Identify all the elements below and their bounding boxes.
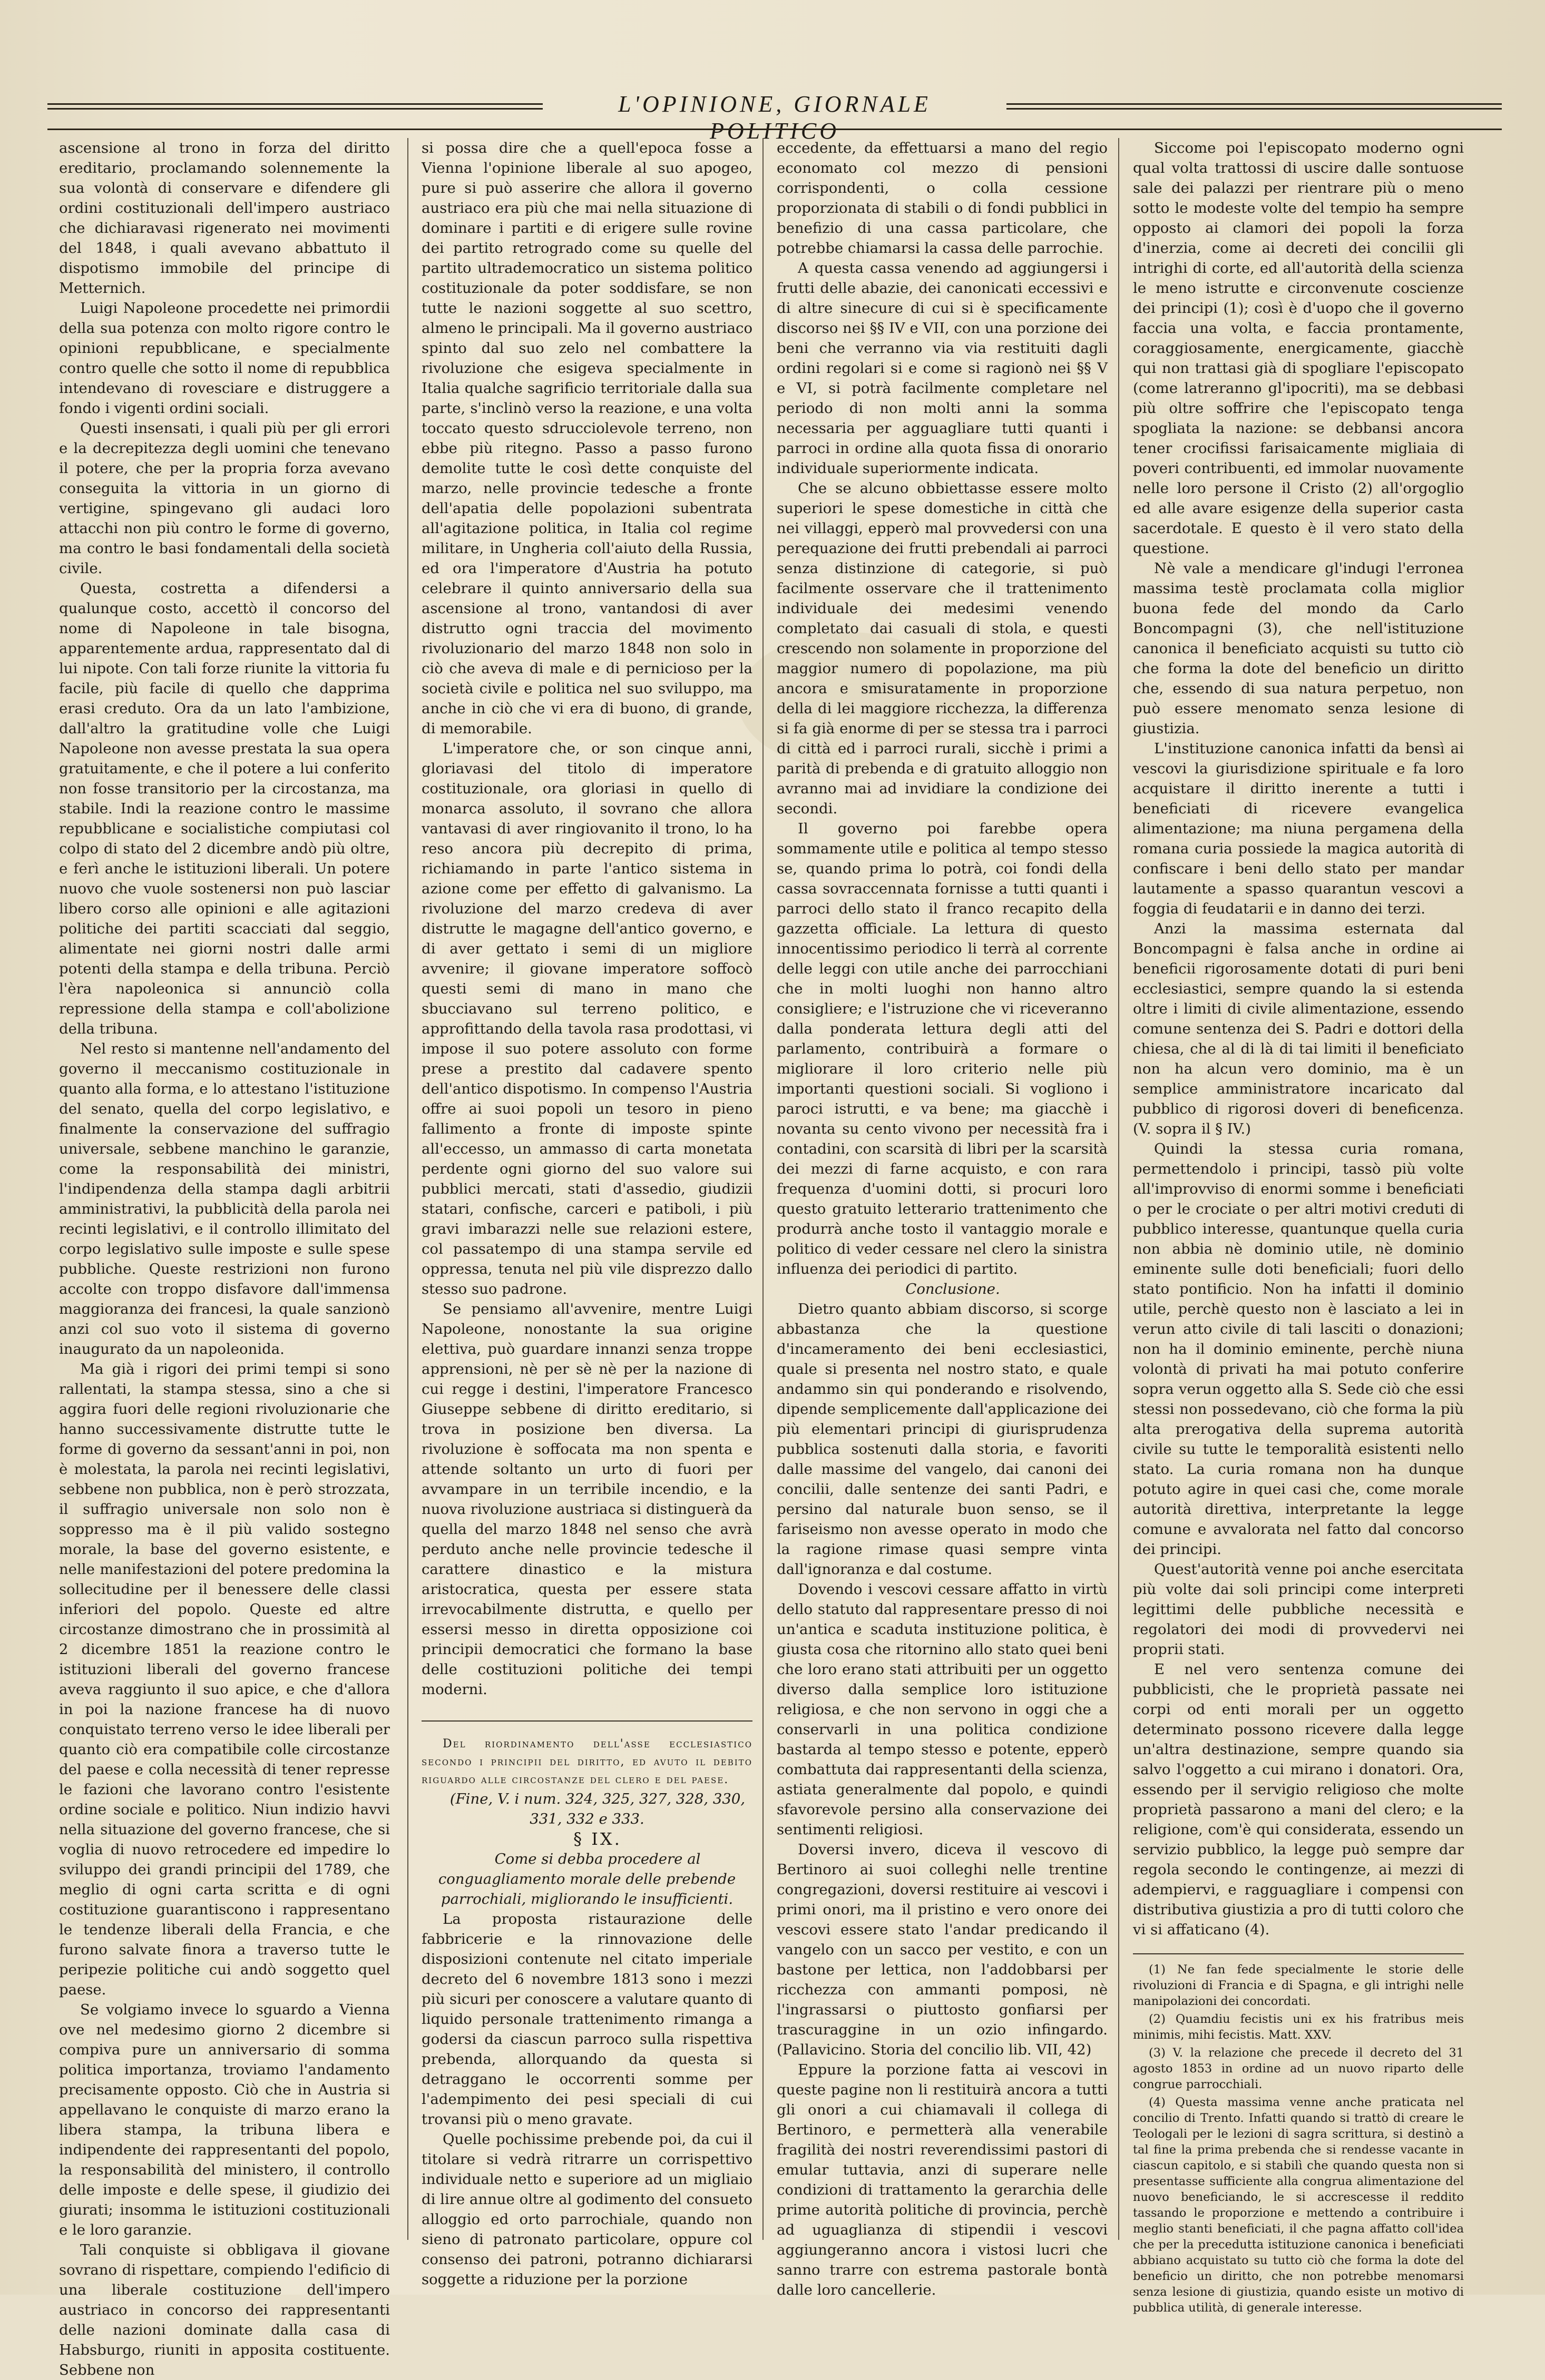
masthead (47, 84, 1502, 144)
column-4 (1133, 138, 1464, 2318)
paragraph: L'instituzione canonica infatti da bensì ai vescovi la giurisdizione spirituale e fa loro acquistare il diritto inerente a tutti i beneficiati di ricevere evangelica alimentazione; ma niuna pergamena della romana curia possiede la magica autorità di confiscare i beni dello stato per mandar lautamente a spasso quarantun vescovi a foggia di feudatarii e in danno dei terzi. (1133, 740, 1464, 917)
article-heading: Del riordinamento dell'asse ecclesiastico secondo i principii del diritto, ed avuto il debito riguardo alle circostanze del clero e del paese. (422, 1737, 752, 1786)
paragraph: E nel vero sentenza comune dei pubblicisti, che le proprietà passate nei corpi od enti morali per un oggetto determinato possono ricevere dalla legge un'altra destinazione, sempre quando sia salvo l'oggetto a cui mirano i donatori. Ora, essendo per il servigio religioso che molte proprietà passarono a mani del clero; e la religione, com'è qui considerata, essendo un servizio pubblico, la legge può sempre dar regola secondo le contingenze, ai mezzi di adempiervi, e ragguagliare i compensi con distributiva giustizia a pro di tutti coloro che vi si affaticano (4). (1133, 1661, 1464, 1938)
column-separator (407, 138, 408, 2240)
column-3 (777, 138, 1108, 2300)
paragraph: Nel resto si mantenne nell'andamento del governo il meccanismo costituzionale in quanto alla forma, e lo attestano l'istituzione del senato, quella del corpo legislativo, e finalmente la conservazione del suffragio universale, sebbene manchino le garanzie, come la responsabilità dei ministri, l'indipendenza della stampa dagli arbitrii amministrativi, la pubblicità della parola nei recinti legislativi, e il controllo illimitato del corpo legislativo sulle imposte e sulle spese pubbliche. Queste restrizioni non furono accolte con troppo disfavore dall'immensa maggioranza dei francesi, la quale sanzionò anzi col suo voto il sistema di governo inaugurato da un napoleonida. (59, 1040, 390, 1358)
paragraph: Questi insensati, i quali più per gli errori e la decrepitezza degli uomini che tenevano il potere, che per la propria forza avevano conseguita la vittoria in un giorno di vertigine, spingevano gli audaci loro attacchi non più contro le forme di governo, ma contro le basi fondamentali della società civile. (59, 420, 390, 577)
column-2 (422, 138, 752, 2289)
paragraph: Siccome poi l'episcopato moderno ogni qual volta trattossi di uscire dalle sontuose sale dei palazzi per rientrare più o meno sotto le modeste volte del tempio ha sempre opposto ai clamori dei popoli la forza d'inerzia, come ai decreti dei concilii gli intrighi di corte, ed all'autorità della scienza le meno istrutte e circonvenute coscienze dei principi (1); così è d'uopo che il governo faccia una volta, e faccia prontamente, coraggiosamente, energicamente, giacchè qui non trattasi già di spogliare l'episcopato (come latreranno gl'ipocriti), ma se debbasi più oltre soffrire che l'episcopato tenga spogliata la nazione: se debbansi ancora tener crocifissi farisaicamente migliaia di poveri contribuenti, ed immolar nuovamente nelle loro persone il Cristo (2) all'orgoglio ed alle avare esigenze della superior casta sacerdotale. E questo è il vero stato della questione. (1133, 140, 1464, 557)
paragraph: Dovendo i vescovi cessare affatto in virtù dello statuto dal rappresentare presso di noi un'antica e scaduta instituzione politica, è giusta cosa che ritornino allo stato quei beni che loro erano stati attribuiti per un oggetto diverso dalla semplice loro istituzione religiosa, e che non servono in oggi che a conservarli in una politica condizione bastarda al tempo stesso e potente, epperò combattuta dai rappresentanti della scienza, astiata generalmente dal popolo, e quindi sfavorevole persino alla conservazione dei sentimenti religiosi. (777, 1581, 1108, 1838)
paragraph: L'imperatore che, or son cinque anni, gloriavasi del titolo di imperatore costituzionale, ora gloriasi in quello di monarca assoluto, il sovrano che allora vantavasi di aver ringiovanito il trono, lo ha reso ancora più decrepito di prima, richiamando in parte l'antico sistema in azione come per effetto di galvanismo. La rivoluzione del marzo credeva di aver distrutte le magagne dell'antico governo, e di aver gettato i semi di un migliore avvenire; il giovane imperatore soffocò questi semi di mano in mano che sbucciavano sul terreno politico, e approfittando della tavola rasa prodottasi, vi impose il suo potere assoluto con forme prese a prestito dal cadavere spento dell'antico dispotismo. In compenso l'Austria offre ai suoi popoli un tesoro in pieno fallimento a fronte di imposte spinte all'eccesso, un ammasso di carta monetata perdente ogni giorno del suo valore sui pubblici mercati, stati d'assedio, giudizii statari, confische, carceri e patiboli, i più gravi imbarazzi nelle sue relazioni estere, col passatempo di una stampa servile ed oppressa, tenuta nel più vile disprezzo dallo stesso suo padrone. (422, 740, 752, 1297)
paragraph: ascensione al trono in forza del diritto ereditario, proclamando solennemente la sua volontà di conservare e difendere gli ordini costituzionali dell'impero austriaco che dichiaravasi rigenerato nei movimenti del 1848, i quali avevano abbattuto il dispotismo immobile del principe di Metternich. (59, 140, 390, 297)
newspaper-title: L'OPINIONE, GIORNALE POLITICO (618, 91, 931, 144)
paragraph: Che se alcuno obbiettasse essere molto superiori le spese domestiche in città che nei villaggi, epperò mal provvedersi con una perequazione dei frutti prebendali ai parroci senza distinzione di categorie, si può facilmente osservare che il trattenimento individuale dei medesimi venendo completato dai casuali di stola, e questi crescendo non solamente in proporzione del maggior numero di popolazione, ma più ancora e smisuratamente in proporzione della di lei maggiore ricchezza, la differenza si fa già enorme di per se stessa tra i parroci di città ed i parroci rurali, sicchè i primi a parità di prebenda e di gratuito alloggio non avranno mai ad invidiare la condizione dei secondi. (777, 480, 1108, 817)
paragraph: eccedente, da effettuarsi a mano del regio economato col mezzo di pensioni corrispondenti, o colla cessione proporzionata di stabili o di fondi pubblici in benefizio di una cassa particolare, che potrebbe chiamarsi la cassa delle parrochie. (777, 140, 1108, 257)
paragraph: si possa dire che a quell'epoca fosse a Vienna l'opinione liberale al suo apogeo, pure si può asserire che allora il governo austriaco era più che mai nella situazione di dominare i partiti e di erigere sulle rovine dei partito retrogrado come su quelle del partito ultrademocratico un sistema politico costituzionale da poter soddisfare, se non tutte le nazioni soggette al suo scettro, almeno le principali. Ma il governo austriaco spinto dal suo zelo nel combattere la rivoluzione che esigeva specialmente in Italia qualche sagrificio territoriale dalla sua parte, s'inclinò verso la reazione, e una volta toccato questo sdrucciolevole terreno, non ebbe più ritegno. Passo a passo furono demolite tutte le così dette conquiste del marzo, nelle provincie tedesche a fronte dell'apatia delle popolazioni subentrata all'agitazione politica, in Italia col regime militare, in Ungheria coll'aiuto della Russia, ed ora l'imperatore d'Austria ha potuto celebrare il quinto anniversario della sua ascensione al trono, vantandosi di aver distrutto ogni traccia del movimento rivoluzionario del marzo 1848 non solo in ciò che aveva di male e di pernicioso per la società civile e politica nel suo sviluppo, ma anche in ciò che vi era di buono, di grande, di memorabile. (422, 140, 752, 737)
article-divider (422, 1720, 752, 1722)
article-continuation-note: (Fine, V. i num. 324, 325, 327, 328, 330, 331, 332 e 333. (449, 1791, 746, 1827)
paragraph: Il governo poi farebbe opera sommamente utile e politica al tempo stesso se, quando prima lo potrà, coi fondi della cassa sovraccennata fornisse a tutti quanti i parroci dello stato il franco recapito della gazzetta officiale. La lettura di questo innocentissimo periodico li terrà al corrente delle leggi con utile anche dei parrocchiani che in molti luoghi non hanno altro consigliere; e l'istruzione che vi riceveranno dalla ponderata lettura degli atti del parlamento, contribuirà a formare o migliorare il loro criterio nelle più importanti questioni sociali. Si vogliono i paroci istrutti, e va bene; ma giacchè i novanta su cento vivono per necessità fra i contadini, con scarsità di libri per la scarsità dei mezzi di farne acquisto, e con rara frequenza d'uomini dotti, si procuri loro questo gratuito letterario trattenimento che produrrà anche tosto il vantaggio morale e politico di veder cessare nel clero la sinistra influenza dei periodici di partito. (777, 820, 1108, 1277)
footnote: (1) Ne fan fede specialmente le storie delle rivoluzioni di Francia e di Spagna, e gli intrighi nelle manipolazioni dei concordati. (1133, 1963, 1464, 2008)
paragraph: Quindi la stessa curia romana, permettendolo i principi, tassò più volte all'improvviso di enormi somme i beneficiati o per le crociate o per altri motivi creduti di pubblico interesse, quantunque quella curia non abbia nè dominio utile, nè dominio eminente sulle doti beneficiali; fuori dello stato pontificio. Non ha infatti il dominio utile, perchè questo non è lasciato a lei in verun atto civile di tali lasciti o donazioni; non ha il dominio eminente, perchè niuna volontà di privati ha mai potuto conferire sopra verun oggetto alla S. Sede ciò che essi stessi non possedevano, ciò che forma la più alta prerogativa della suprema autorità civile su tutte le temporalità esistenti nello stato. La curia romana non ha dunque potuto agire in quei casi che, come morale autorità direttiva, interpretante la legge comune e avvalorata nel fatto dal concorso dei principi. (1133, 1140, 1464, 1558)
paragraph: Tali conquiste si obbligava il giovane sovrano di rispettare, compiendo l'edificio di una liberale costituzione dell'impero austriaco in concorso dei rappresentanti delle nazioni dominate dalla casa di Habsburgo, riuniti in apposita costituente. Sebbene non (59, 2241, 390, 2378)
column-separator (1118, 138, 1119, 2240)
section-number: § IX. (573, 1829, 622, 1849)
section-subtitle: Come si debba procedere al conguagliamento morale delle prebende parrochiali, migliorando le insufficienti. (438, 1851, 736, 1907)
paragraph: Eppure la porzione fatta ai vescovi in queste pagine non li restituirà ancora a tutti gli onori a cui chiamavali il collega di Bertinoro, e permetterà alla venerabile fragilità dei nostri reverendissimi pastori di emular tuttavia, anzi di superare nelle condizioni di trattamento la gerarchia delle prime autorità politiche di provincia, perchè ad uguaglianza di stipendii i vescovi aggiungeranno ancora i vistosi lucri che sanno trarre con estrema pastorale bontà dalle loro cancellerie. (777, 2061, 1108, 2298)
footnote: (3) V. la relazione che precede il decreto del 31 agosto 1853 in ordine ad un nuovo riparto delle congrue parrocchiali. (1133, 2046, 1464, 2091)
paragraph: Luigi Napoleone procedette nei primordii della sua potenza con molto rigore contro le opinioni repubblicane, e specialmente contro quelle che sotto il nome di repubblica intendevano di rovesciare e distruggere a fondo i vigenti ordini sociali. (59, 300, 390, 417)
column-separator (762, 138, 764, 2240)
footnotes (1133, 1953, 1464, 2316)
footnote: (2) Quamdiu fecistis uni ex his fratribus meis minimis, mihi fecistis. Matt. XXV. (1133, 2012, 1464, 2042)
paragraph: Se pensiamo all'avvenire, mentre Luigi Napoleone, nonostante la sua origine elettiva, può guardare innanzi senza troppe apprensioni, nè per sè nè per la nazione di cui regge i destini, l'imperatore Francesco Giuseppe sebbene di diritto ereditario, si trova in posizione ben diversa. La rivoluzione è soffocata ma non spenta e attende soltanto un urto di fuori per avvampare in un terribile incendio, e la nuova rivoluzione austriaca si distinguerà da quella del marzo 1848 nel senso che avrà perduto anche nelle provincie tedesche il carattere dinastico e la mistura aristocratica, questa per essere stata irrevocabilmente distrutta, e quello per essersi messo in diretta opposizione coi principii democratici che formano la base delle costituzioni politiche dei tempi moderni. (422, 1301, 752, 1698)
paragraph: Quest'autorità venne poi anche esercitata più volte dai soli principi come interpreti legittimi delle pubbliche necessità e regolatori dei modi di provvedervi nei proprii stati. (1133, 1561, 1464, 1658)
paragraph: Ma già i rigori dei primi tempi si sono rallentati, la stampa stessa, sino a che si aggira fuori delle regioni rivoluzionarie che hanno successivamente distrutte tutte le forme di governo da sessant'anni in poi, non è molestata, la parola nei recinti legislativi, sebbene non pubblica, non è però strozzata, il suffragio universale non solo non è soppresso ma è il più valido sostegno morale, la base del governo esistente, e nelle manifestazioni del potere predomina la sollecitudine per il benessere delle classi inferiori del popolo. Queste ed altre circostanze dimostrano che in prossimità al 2 dicembre 1851 la reazione contro le istituzioni liberali del governo francese aveva raggiunto il suo apice, e che d'allora in poi la nazione francese ha di nuovo conquistato terreno verso le idee liberali per quanto ciò era compatibile colle circostanze del paese e colla necessità di tener represse le fazioni che lavorano contro l'esistente ordine sociale e politico. Niun indizio havvi nella situazione del governo francese, che si voglia di nuovo retrocedere ed impedire lo sviluppo dei grandi principii del 1789, che meglio di ogni carta scritta e di ogni costituzione guarantiscono i rappresentano le tendenze liberali della Francia, e che furono salvate finora a traverso tutte le peripezie politiche cui andò soggetto quel paese. (59, 1361, 390, 1998)
footnote: (4) Questa massima venne anche praticata nel concilio di Trento. Infatti quando si trattò di creare le Teologali per le lezioni di sagra scrittura, si destinò a tal fine la prima prebenda che si rendesse vacante in ciascun capitolo, e si stabilì che quando questa non si presentasse sufficiente alla congrua alimentazione del nuovo beneficiando, le si accrescesse il reddito tassando le proporzione e mettendo a contribuire i meglio stanti beneficiati, il che pagna affatto coll'idea che per la precedutta istituzione canonica i beneficiati abbiano acquistato su tutto ciò che forma la dote del beneficio un diritto, che non potrebbe menomarsi senza lesione di giustizia, quando esiste un motivo di pubblica utilità, di generale interesse. (1133, 2096, 1464, 2315)
paragraph: Anzi la massima esternata dal Boncompagni è falsa anche in ordine ai beneficii rigorosamente dotati di puri beni ecclesiastici, sempre quando la si estenda oltre i limiti di civile alimentazione, essendo comune sentenza dei S. Padri e dottori della chiesa, che al di là di tai limiti il beneficiato non ha alcun vero dominio, ma è un semplice amministratore incaricato dal pubblico di rigorosi doveri di beneficenza. (V. sopra il § IV.) (1133, 920, 1464, 1137)
paragraph: La proposta ristaurazione delle fabbricerie e la rinnovazione delle disposizioni contenute nel citato imperiale decreto del 6 novembre 1813 sono i mezzi più sicuri per conoscere a valutare quanto di liquido personale trattenimento rimanga a godersi da ciascun parroco sulla rispettiva prebenda, allorquando da questa si detraggano le occorrenti somme per l'adempimento dei pesi speciali di cui trovansi più o meno gravate. (422, 1911, 752, 2128)
paragraph: Questa, costretta a difendersi a qualunque costo, accettò il concorso del nome di Napoleone in tale bisogna, apparentemente ardua, rappresentato dal di lui nipote. Con tali forze riunite la vittoria fu facile, più facile di quello che dapprima erasi creduto. Ora da un lato l'ambizione, dall'altro la gratitudine volle che Luigi Napoleone non avesse prestata la sua opera gratuitamente, e che il potere a lui conferito non fosse transitorio per la circostanza, ma stabile. Indi la reazione contro le massime repubblicane e socialistiche compiutasi col colpo di stato del 2 dicembre andò più oltre, e ferì anche le istituzioni liberali. Un potere nuovo che vuole sostenersi non può lasciar libero corso alle opinioni e alle agitazioni politiche dei partiti scacciati dal seggio, alimentate nei giorni nostri dalle armi potenti della stampa e della tribuna. Perciò l'èra napoleonica si annunciò colla repressione della stampa e coll'abolizione della tribuna. (59, 580, 390, 1037)
masthead-rule-right (1006, 103, 1502, 110)
masthead-rule-left (47, 103, 543, 110)
paragraph: Dietro quanto abbiam discorso, si scorge abbastanza che la questione d'incameramento dei beni ecclesiastici, quale si presenta nel nostro stato, e quale andammo sin qui ponderando e risolvendo, dipende semplicemente dall'applicazione dei più elementari principi di giurisprudenza pubblica sostenuti dalla storia, e favoriti dalle massime del vangelo, dai canoni dei concilii, dalle sentenze dei santi Padri, e persino dal naturale buon senso, se il fariseismo non avesse operato in modo che la ragione rimase quasi sempre vinta dall'ignoranza e dal costume. (777, 1301, 1108, 1578)
conclusion-title: Conclusione. (905, 1281, 1000, 1297)
paragraph: Doversi invero, diceva il vescovo di Bertinoro ai suoi colleghi nelle trentine congregazioni, doversi restituire ai vescovi i primi onori, ma il pristino e vero onore dei vescovi essere stato l'andar predicando il vangelo con un sacco per vestito, e con un bastone per lettica, non l'addobbarsi per ricchezza con ammanti pomposi, nè l'ingrassarsi o piuttosto gonfiarsi per trascuraggine in un ozio infingardo. (Pallavicino. Storia del concilio lib. VII, 42) (777, 1841, 1108, 2058)
header-rule (47, 129, 1502, 130)
column-1 (59, 138, 390, 2380)
paragraph: A questa cassa venendo ad aggiungersi i frutti delle abazie, dei canonicati eccessivi e di altre sinecure di cui si è specificamente discorso nei §§ IV e VII, con una porzione dei beni che verranno via via restituiti dagli ordini regolari si e come si ragionò nei §§ V e VI, si potrà facilmente completare nel periodo di non molti anni la somma necessaria per agguagliare tutti quanti i parroci in ordine alla quota fissa di onorario individuale superiormente indicata. (777, 260, 1108, 477)
paragraph: Quelle pochissime prebende poi, da cui il titolare si vedrà ritrarre un corrispettivo individuale netto e superiore ad un migliaio di lire annue oltre al godimento del consueto alloggio ed orto parrochiale, quando non sieno di patronato particolare, oppure col consenso dei patroni, potranno dichiararsi soggette a riduzione per la porzione (422, 2131, 752, 2288)
paragraph: Nè vale a mendicare gl'indugi l'erronea massima testè proclamata colla miglior buona fede del mondo da Carlo Boncompagni (3), che nell'istituzione canonica il beneficiato acquisti su tutto ciò che forma la dote del beneficio un diritto che, essendo di sua natura perpetuo, non può essere menomato senza lesione di giustizia. (1133, 560, 1464, 737)
paragraph: Se volgiamo invece lo sguardo a Vienna ove nel medesimo giorno 2 dicembre si compiva pure un anniversario di somma politica importanza, troviamo l'andamento precisamente opposto. Ciò che in Austria si appellavano le conquiste di marzo erano la libera stampa, la tribuna libera e indipendente dei rappresentanti del popolo, la responsabilità del ministero, il controllo delle imposte e delle spese, il giudizio dei giurati; insomma le istituzioni costituzionali e le loro garanzie. (59, 2001, 390, 2238)
